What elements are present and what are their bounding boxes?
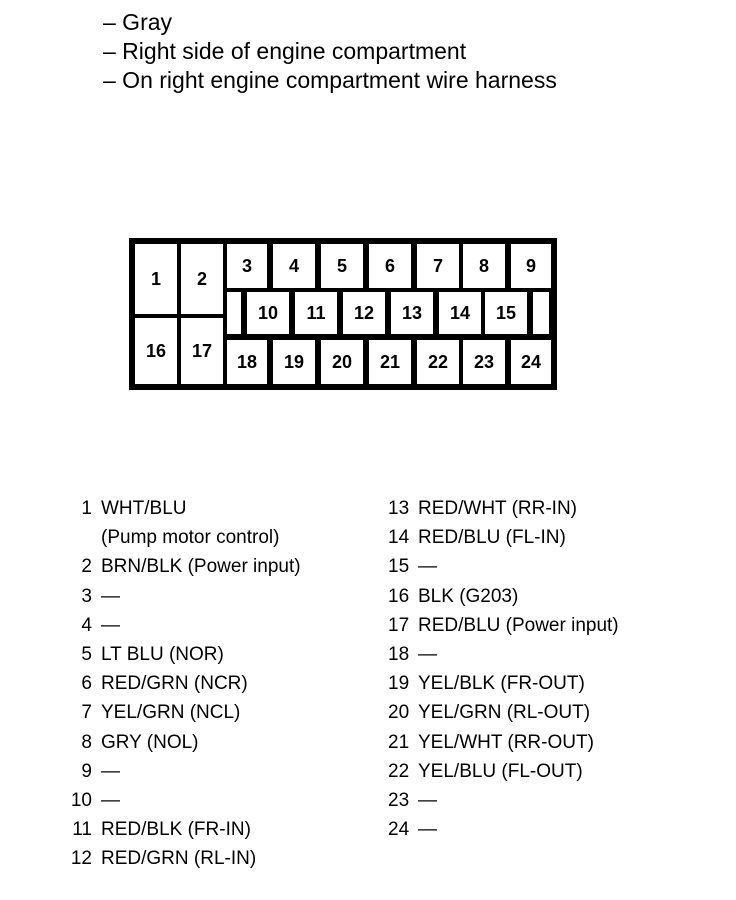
pin-number: 22: [388, 760, 410, 782]
cavity-11: 11: [295, 292, 337, 334]
cavity-16: 16: [135, 318, 177, 384]
pin-row: [388, 815, 619, 844]
pin-number: 4: [81, 614, 92, 636]
connector-location: – Right side of engine compartment: [103, 38, 467, 64]
cavity-4: 4: [273, 244, 315, 288]
pin-wire-description: YEL/WHT (RR-OUT): [418, 731, 594, 753]
pin-wire-description: RED/BLK (FR-IN): [101, 819, 251, 841]
pin-number: 21: [388, 731, 410, 753]
cavity-1: 1: [135, 244, 177, 314]
pin-number: 10: [70, 790, 92, 812]
pin-wire-description: —: [101, 614, 120, 636]
pin-wire-description: —: [101, 760, 120, 782]
pin-number: 6: [81, 673, 92, 695]
pin-row: [388, 523, 619, 552]
pin-number: 11: [72, 819, 92, 841]
pin-wire-description: RED/GRN (RL-IN): [101, 848, 257, 870]
pin-wire-description: YEL/GRN (RL-OUT): [418, 702, 591, 724]
pin-wire-description: YEL/BLU (FL-OUT): [418, 760, 583, 782]
pin-list-right: [388, 494, 619, 844]
pin-list-left: [0, 494, 301, 874]
pin-wire-description: BRN/BLK (Power input): [101, 556, 301, 578]
cavity-14: 14: [439, 292, 481, 334]
pin-number: 17: [388, 614, 410, 636]
pin-number: 15: [388, 556, 410, 578]
connector-face-diagram: [129, 238, 557, 390]
pin-number: 20: [388, 702, 410, 724]
pin-wire-function: (Pump motor control): [101, 527, 280, 549]
cavity-9: 9: [511, 244, 551, 288]
cavity-17: 17: [181, 318, 223, 384]
cavity-2: 2: [181, 244, 223, 314]
cavity-12: 12: [343, 292, 385, 334]
pin-number: 18: [388, 644, 410, 666]
pin-row: [388, 552, 619, 581]
cavity-7: 7: [417, 244, 459, 288]
pin-row: [388, 494, 619, 523]
pin-wire-description: LT BLU (NOR): [101, 644, 224, 666]
pin-row: [388, 757, 619, 786]
pin-row: [388, 728, 619, 757]
pin-number: 8: [81, 731, 92, 753]
pin-number: 3: [81, 585, 92, 607]
pin-row: [0, 669, 301, 698]
pin-number: 12: [70, 848, 92, 870]
cavity-22: 22: [417, 340, 459, 384]
pin-row: [0, 815, 301, 844]
cavity-slot-right: [533, 292, 549, 334]
pin-number: 7: [81, 702, 92, 724]
pin-row: [0, 698, 301, 727]
pin-wire-description: —: [101, 585, 120, 607]
pin-wire-description: WHT/BLU: [101, 498, 187, 519]
pin-row: [0, 786, 301, 815]
pin-wire-description: —: [418, 819, 437, 841]
connector-harness: – On right engine compartment wire harness: [103, 67, 557, 93]
pin-number: 16: [388, 585, 410, 607]
pin-row: [388, 669, 619, 698]
pin-wire-description: GRY (NOL): [101, 731, 199, 753]
cavity-24: 24: [511, 340, 551, 384]
pin-row: [0, 611, 301, 640]
pin-row: [388, 786, 619, 815]
pin-wire-description: —: [418, 556, 437, 578]
pin-row: [0, 844, 301, 873]
pin-number: 9: [81, 760, 92, 782]
cavity-21: 21: [369, 340, 411, 384]
pin-number: 13: [388, 498, 410, 519]
pin-row: [0, 640, 301, 669]
cavity-10: 10: [247, 292, 289, 334]
cavity-13: 13: [391, 292, 433, 334]
pin-row: [388, 611, 619, 640]
pin-row: [388, 640, 619, 669]
pin-number: 1: [81, 498, 92, 519]
cavity-8: 8: [463, 244, 505, 288]
pin-number: 5: [81, 644, 92, 666]
pin-wire-description: YEL/GRN (NCL): [101, 702, 241, 724]
pin-wire-description: RED/WHT (RR-IN): [418, 498, 578, 519]
pin-row: [0, 757, 301, 786]
cavity-3: 3: [227, 244, 267, 288]
pin-wire-description: —: [418, 790, 437, 812]
pin-row: [388, 698, 619, 727]
pin-row-continuation: [0, 523, 301, 552]
pin-wire-description: BLK (G203): [418, 585, 519, 607]
pin-number: 24: [388, 819, 410, 841]
cavity-5: 5: [321, 244, 363, 288]
pin-number: 23: [388, 790, 410, 812]
pin-number: 19: [388, 673, 410, 695]
cavity-23: 23: [463, 340, 505, 384]
pin-row: [0, 552, 301, 581]
cavity-19: 19: [273, 340, 315, 384]
cavity-slot-left: [227, 292, 241, 334]
cavity-6: 6: [369, 244, 411, 288]
pin-number: 2: [81, 556, 92, 578]
connector-color: – Gray: [103, 9, 173, 35]
pin-wire-description: RED/BLU (Power input): [418, 614, 619, 636]
pin-row: [0, 582, 301, 611]
pin-row: [0, 728, 301, 757]
cavity-15: 15: [485, 292, 527, 334]
pin-row: [0, 494, 301, 523]
pin-wire-description: RED/BLU (FL-IN): [418, 527, 566, 549]
cavity-20: 20: [321, 340, 363, 384]
pin-row: [388, 582, 619, 611]
cavity-18: 18: [227, 340, 267, 384]
pin-wire-description: —: [101, 790, 120, 812]
pin-wire-description: —: [418, 644, 437, 666]
connector-description: [103, 8, 557, 95]
pin-wire-description: RED/GRN (NCR): [101, 673, 248, 695]
pin-wire-description: YEL/BLK (FR-OUT): [418, 673, 585, 695]
pin-number: 14: [388, 527, 410, 549]
